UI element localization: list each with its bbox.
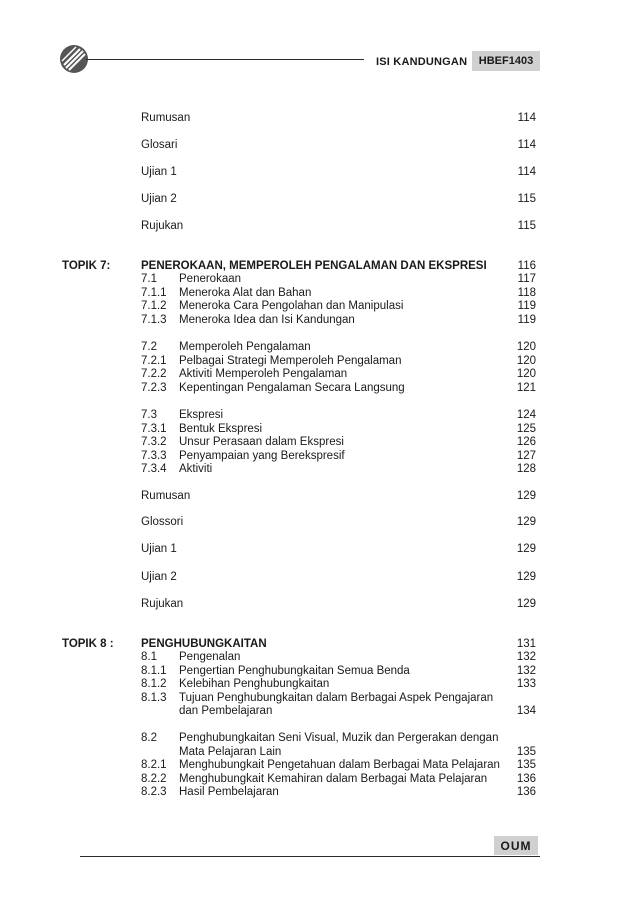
page-number: 120 [516,368,536,380]
topic-label: TOPIK 7: [62,260,111,272]
entry-title: Rumusan [141,112,191,124]
page-number: 125 [516,423,536,435]
section-number: 7.1.2 [141,300,167,312]
section-title: Hasil Pembelajaran [179,786,279,798]
section-title: Menghubungkait Kemahiran dalam Berbagai Mata Pelajaran [179,773,488,785]
section-title: Penyampaian yang Berekspresif [179,450,345,462]
page-number: 118 [517,287,536,299]
entry-title: Rumusan [141,490,191,502]
page-number: 131 [516,638,536,650]
section-number: 7.1 [141,273,157,285]
section-title: Tujuan Penghubungkaitan dalam Berbagai Aspek Pengajaran [179,692,494,704]
header-section-title: ISI KANDUNGAN [376,56,468,68]
entry-title: Rujukan [141,220,184,232]
section-number: 7.3.1 [141,423,167,435]
page-number: 135 [516,759,536,771]
entry-title: Ujian 1 [141,543,177,555]
page-number: 115 [517,220,536,232]
section-title: Ekspresi [179,409,224,421]
toc-entry [0,596,638,612]
page-number: 119 [517,300,536,312]
section-title: Unsur Perasaan dalam Ekspresi [179,436,344,448]
section-number: 7.1.1 [141,287,167,299]
section-number: 7.2.1 [141,355,167,367]
page-number: 132 [516,665,536,677]
section-number: 8.2.3 [141,786,167,798]
toc-entry [0,137,638,153]
entry-title: Ujian 2 [141,571,177,583]
entry-title: Rujukan [141,598,184,610]
page-number: 121 [516,382,536,394]
toc-entry [0,164,638,180]
section-number: 8.2 [141,732,157,744]
toc-entry [0,784,638,800]
section-number: 8.1.2 [141,678,167,690]
section-number: 7.3.3 [141,450,167,462]
section-number: 7.3.4 [141,463,167,475]
section-number: 8.1.3 [141,692,167,704]
section-title: Bentuk Ekspresi [179,423,263,435]
section-title: Penerokaan [179,273,242,285]
entry-title: Ujian 1 [141,166,177,178]
footer-rule [80,856,540,857]
toc-entry [0,191,638,207]
toc-entry [0,110,638,126]
section-number: 8.2.1 [141,759,167,771]
topic-title: PENEROKAAN, MEMPEROLEH PENGALAMAN DAN EKSPRESI [141,260,487,272]
section-title: Pengenalan [179,651,241,663]
section-number: 7.3 [141,409,157,421]
toc-entry [0,514,638,530]
page-number: 119 [517,314,536,326]
footer-brand: OUM [494,836,538,855]
page-number: 132 [516,651,536,663]
page-number: 124 [516,409,536,421]
page-number: 129 [516,598,536,610]
section-number: 8.1.1 [141,665,167,677]
section-number: 8.1 [141,651,157,663]
page-number: 127 [516,450,536,462]
entry-title: Glosari [141,139,178,151]
page-number: 129 [516,543,536,555]
page-number: 115 [517,193,536,205]
toc-entry [0,380,638,396]
section-title: Penghubungkaitan Seni Visual, Muzik dan Pergerakan dengan [179,732,499,744]
page-number: 129 [516,516,536,528]
page-number: 133 [516,678,536,690]
section-title: Kelebihan Penghubungkaitan [179,678,330,690]
toc-entry [0,703,638,719]
page-number: 129 [516,571,536,583]
toc-entry [0,541,638,557]
page-number: 136 [516,773,536,785]
entry-title: Glossori [141,516,184,528]
section-title: Meneroka Idea dan Isi Kandungan [179,314,355,326]
page-number: 126 [516,436,536,448]
page-number: 120 [516,355,536,367]
page-number: 114 [517,166,536,178]
section-title: Memperoleh Pengalaman [179,341,311,353]
section-title: Meneroka Cara Pengolahan dan Manipulasi [179,300,404,312]
section-number: 7.2.2 [141,368,167,380]
section-number: 7.3.2 [141,436,167,448]
page-number: 128 [516,463,536,475]
section-title: Aktiviti Memperoleh Pengalaman [179,368,348,380]
page-number: 117 [517,273,536,285]
section-title: Meneroka Alat dan Bahan [179,287,312,299]
toc-entry [0,488,638,504]
page-number: 114 [517,139,536,151]
section-title: Kepentingan Pengalaman Secara Langsung [179,382,405,394]
toc-entry [0,461,638,477]
section-number: 7.1.3 [141,314,167,326]
section-title: Pelbagai Strategi Memperoleh Pengalaman [179,355,402,367]
page-number: 116 [517,260,536,272]
topic-title: PENGHUBUNGKAITAN [141,638,267,650]
header-rule [86,59,364,60]
section-number: 8.2.2 [141,773,167,785]
header-course-code: HBEF1403 [472,51,540,71]
entry-title: Ujian 2 [141,193,177,205]
section-title: Pengertian Penghubungkaitan Semua Benda [179,665,410,677]
page-number: 114 [517,112,536,124]
section-title: Menghubungkait Pengetahuan dalam Berbagai Mata Pelajaran [179,759,500,771]
page-number: 135 [516,746,536,758]
toc-entry [0,218,638,234]
topic-label: TOPIK 8 : [62,638,114,650]
page-number: 120 [516,341,536,353]
section-title-continued: Mata Pelajaran Lain [179,746,282,758]
page-number: 134 [516,705,536,717]
section-number: 7.2 [141,341,157,353]
section-title: Aktiviti [179,463,213,475]
toc-entry [0,569,638,585]
page-number: 129 [516,490,536,502]
section-title-continued: dan Pembelajaran [179,705,273,717]
section-number: 7.2.3 [141,382,167,394]
page-number: 136 [516,786,536,798]
toc-entry [0,312,638,328]
